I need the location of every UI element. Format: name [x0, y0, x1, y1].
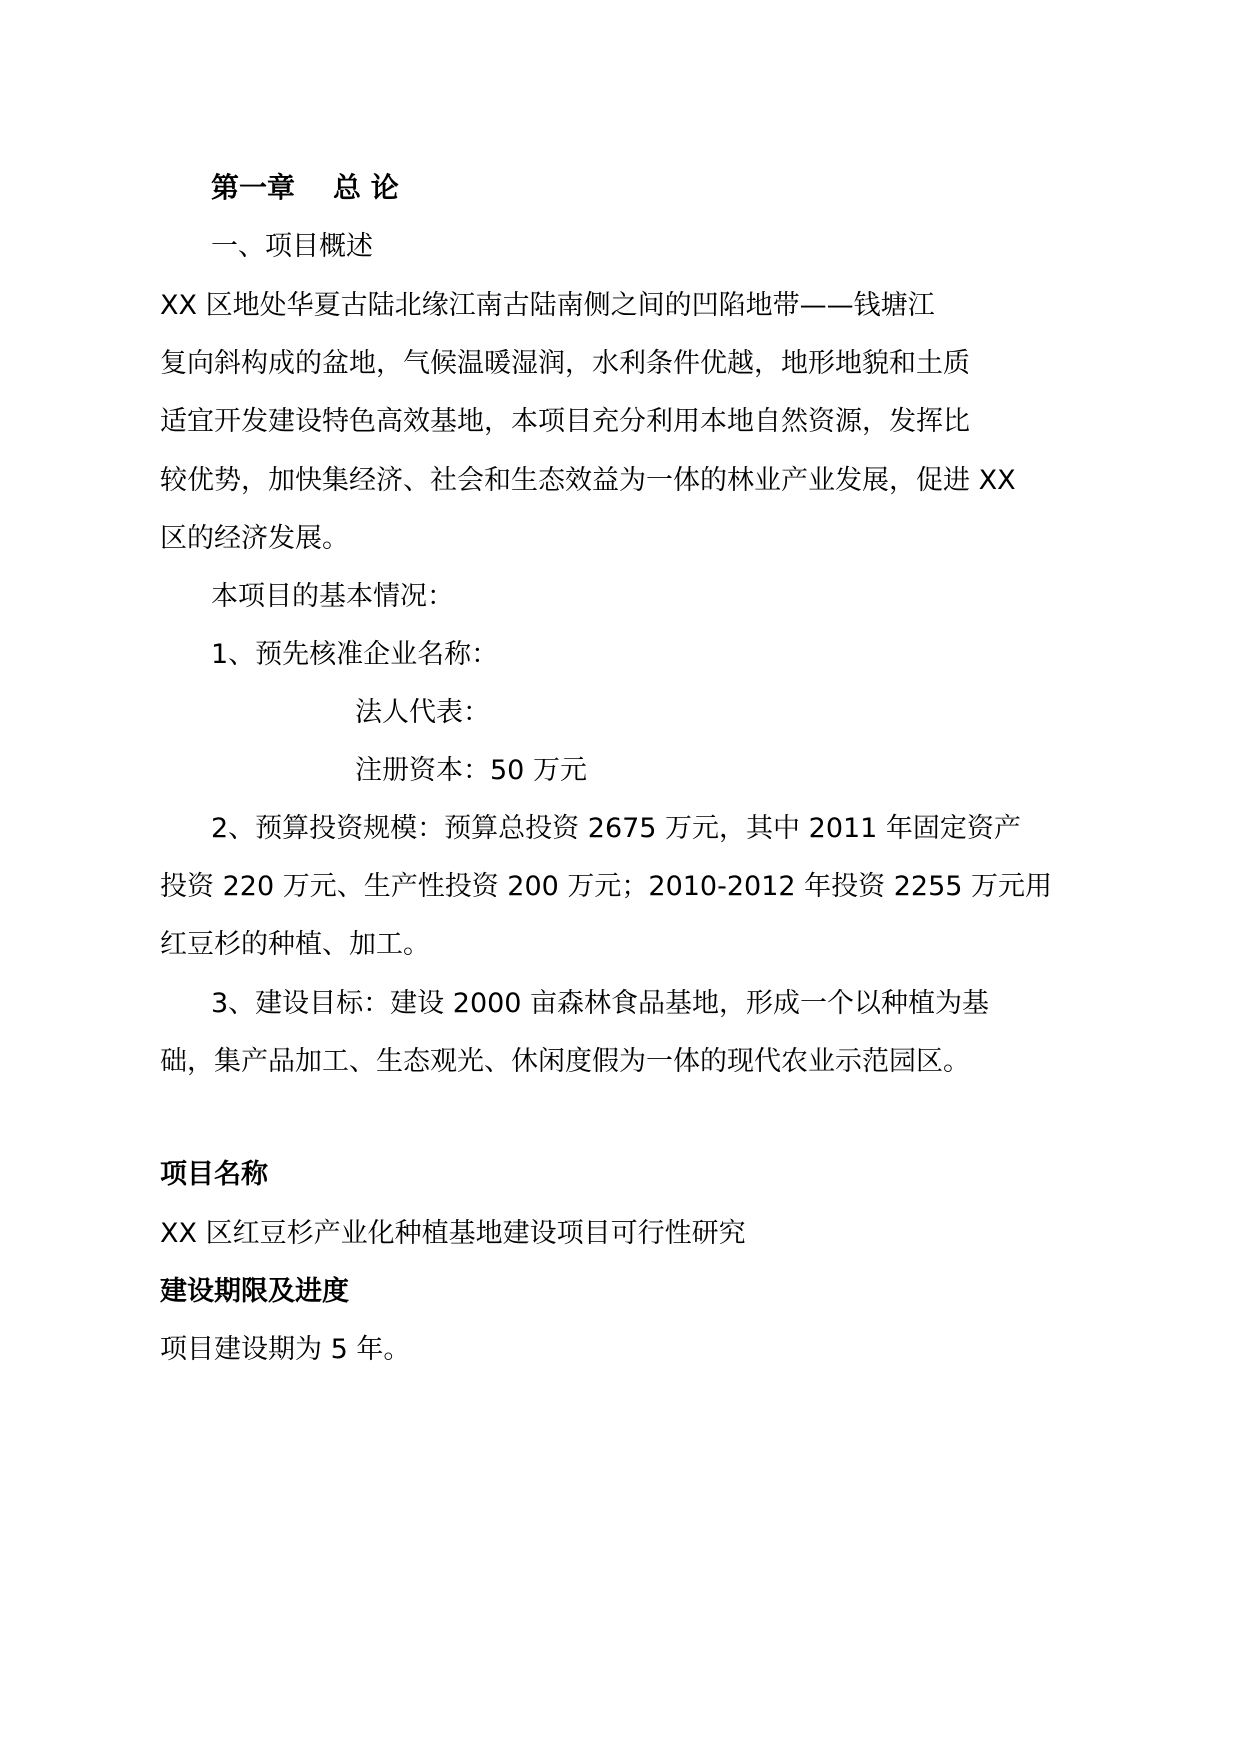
paragraph-line: 较优势，加快集经济、社会和生态效益为一体的林业产业发展，促进 XX	[160, 465, 1016, 496]
paragraph-line: 适宜开发建设特色高效基地，本项目充分利用本地自然资源，发挥比	[160, 406, 970, 437]
project-name-heading: 项目名称	[160, 1159, 268, 1190]
item2-line: 投资 220 万元、生产性投资 200 万元；2010-2012 年投资 2255 万元用	[160, 871, 1053, 902]
item3-line: 3、建设目标：建设 2000 亩森林食品基地，形成一个以种植为基	[211, 988, 990, 1019]
chapter-number: 第一章	[211, 171, 296, 204]
basic-info-intro: 本项目的基本情况：	[211, 581, 454, 612]
item1-company-name: 1、预先核准企业名称：	[211, 639, 499, 670]
paragraph-line: XX 区地处华夏古陆北缘江南古陆南侧之间的凹陷地带——钱塘江	[160, 290, 935, 321]
section-heading-overview: 一、项目概述	[211, 231, 373, 262]
item2-line: 2、预算投资规模：预算总投资 2675 万元，其中 2011 年固定资产	[211, 813, 1021, 844]
construction-period-heading: 建设期限及进度	[160, 1276, 349, 1307]
chapter-title: 总 论	[333, 171, 399, 204]
project-name-value: XX 区红豆杉产业化种植基地建设项目可行性研究	[160, 1218, 746, 1249]
paragraph-line: 区的经济发展。	[160, 523, 349, 554]
construction-period-value: 项目建设期为 5 年。	[160, 1334, 411, 1365]
chapter-heading	[211, 170, 399, 206]
item1-capital: 注册资本：50 万元	[355, 755, 587, 786]
item2-line: 红豆杉的种植、加工。	[160, 929, 430, 960]
paragraph-line: 复向斜构成的盆地，气候温暖湿润，水利条件优越，地形地貌和土质	[160, 348, 970, 379]
item1-legal-rep: 法人代表：	[355, 697, 490, 728]
item3-line: 础，集产品加工、生态观光、休闲度假为一体的现代农业示范园区。	[160, 1046, 970, 1077]
